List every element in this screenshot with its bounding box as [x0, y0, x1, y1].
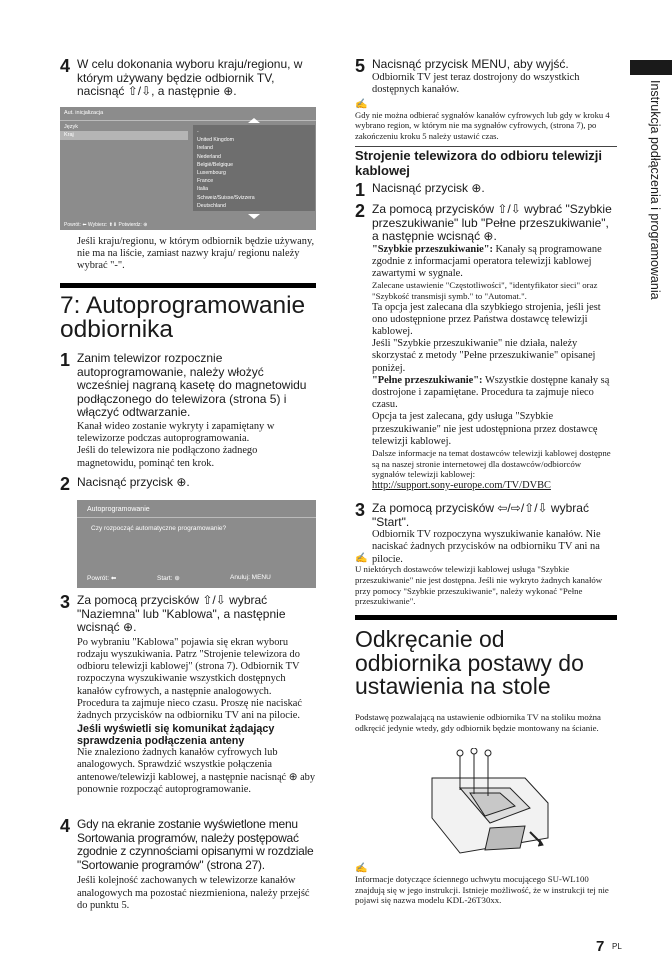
note-cable	[355, 554, 617, 607]
country-option[interactable]: United Kingdom	[197, 137, 234, 144]
step-body: Jeśli do telewizora nie podłączono żadnego magnetowidu, pominąć ten krok.	[77, 445, 258, 469]
screen-question: Czy rozpocząć automatyczne programowanie?	[91, 525, 227, 532]
country-option[interactable]: Schweiz/Suisse/Svizzera	[197, 194, 255, 201]
note-icon: ✍	[355, 863, 368, 874]
screen-footer: Powrót: ⬅ Wybierz: ⬆⬇ Potwierdz: ⊕	[64, 222, 148, 228]
scroll-down-icon[interactable]	[248, 214, 260, 219]
country-option[interactable]: Luxembourg	[197, 170, 226, 177]
back-hint[interactable]: Powrót: ⬅	[87, 575, 117, 582]
step-lead: Za pomocą przycisków ⇧/⇩ wybrać "Naziemna" lub "Kablowa", a następnie wcisnąć ⊕.	[77, 593, 286, 635]
step-number: 2	[355, 201, 366, 221]
cable-step-2	[355, 203, 617, 492]
scroll-up-icon[interactable]	[248, 118, 260, 123]
quick-scan-text: Kanały są programowane zgodnie z informacjami operatora telewizji kablowej zawartymi w sygnale.	[372, 243, 602, 280]
country-option[interactable]: Italia	[197, 186, 208, 193]
country-option[interactable]: Nederland	[197, 153, 221, 160]
step-body: Jeśli kolejność zachowanych w telewizorze kanałów analogowych ma pozostać niezmieniona, należy przejść do punktu 5.	[77, 875, 310, 911]
quick-scan-recommendation: Zalecane ustawienie "Częstotliwości", "identyfikator sieci" oraz "Szybkość transmisji symb." to "Automat.".	[372, 280, 598, 301]
country-option[interactable]: France	[197, 178, 214, 185]
step-lead: Nacisnąć przycisk ⊕.	[372, 181, 485, 195]
step-lead: Nacisnąć przycisk ⊕.	[77, 475, 190, 489]
step-2-press	[60, 474, 316, 494]
country-option[interactable]: -	[197, 129, 199, 135]
note-text: Informacje dotyczące ściennego uchwytu mocującego SU-WL100 znajdują się w jego instrukcji. Istnieje możliwość, że w instrukcji tej nie pojawi się nazwa modelu KDL-26T30xx.	[355, 874, 609, 906]
screen-title: Autoprogramowanie	[87, 506, 150, 513]
note-icon: ✍	[355, 553, 368, 564]
country-option[interactable]: Deutschland	[197, 202, 226, 209]
step-number: 5	[355, 56, 366, 76]
stand-section-title: Odkręcanie od odbiornika postawy do ustawienia na stole	[355, 626, 584, 699]
step-4-country	[60, 58, 316, 99]
screen-title: Aut. inicjalizacja	[64, 110, 104, 116]
full-scan-text: Wszystkie dostępne kanały są dostrojone i zapamiętane. Procedura ta zajmuje nieco czasu.	[372, 374, 610, 411]
step-body: Odbiornik TV jest teraz dostrojony do wszystkich dostępnych kanałów.	[372, 71, 580, 95]
step-lead: Zanim telewizor rozpocznie autoprogramowanie, należy włożyć wcześniej nagraną kasetę do magnetowidu podłączonego do telewizora (strona 5) i włączyć odtwarzanie.	[77, 351, 307, 420]
section-tab-marker	[630, 60, 672, 75]
full-scan-label: "Pełne przeszukiwanie":	[372, 374, 483, 386]
note-icon: ✍	[355, 99, 368, 110]
cable-step-1	[355, 180, 617, 200]
step-number: 4	[60, 816, 71, 836]
step-number: 1	[60, 350, 71, 370]
country-option[interactable]: Ireland	[197, 145, 213, 152]
step-body: Kanał wideo zostanie wykryty i zapamiętany w telewizorze podczas autoprogramowania.	[77, 420, 275, 445]
step-number: 4	[60, 56, 71, 76]
stand-removal-illustration	[430, 748, 550, 858]
step-lead: Za pomocą przycisków ⇦/⇨/⇧/⇩ wybrać "Start".	[372, 501, 589, 529]
page-number: 7	[596, 938, 605, 954]
step-3-select	[60, 594, 316, 796]
note-timer	[355, 100, 617, 141]
step-body: Po wybraniu "Kablowa" pojawia się ekran wyboru rodzaju wyszukiwania. Patrz "Strojenie telewizora do odbioru telewizji kablowej" (strona 7). Odbiornik TV rozpoczyna wyszukiwanie wszystkich dostępnych kanałów cyfrowych, a następnie analogowych. Procedura ta zajmuje nieco czasu. Proszę nie naciskać żadnych przycisków na odbiorniku TV ani na pilocie.	[77, 636, 303, 721]
autoprogram-screen	[77, 500, 316, 588]
note-wall-mount	[355, 864, 617, 906]
step-body: Jeśli "Szybkie przeszukiwanie" nie działa, należy skorzystać z metody "Pełne przeszukiwanie" opisanej poniżej.	[372, 338, 596, 374]
step-number: 3	[355, 500, 366, 520]
step-lead: Za pomocą przycisków ⇧/⇩ wybrać "Szybkie przeszukiwanie" lub "Pełne przeszukiwanie", a następnie wcisnąć ⊕.	[372, 202, 612, 244]
step-lead: W celu dokonania wyboru kraju/regionu, w którym używany będzie odbiornik TV, nacisnąć ⇧/⇩, a następnie ⊕.	[77, 57, 303, 99]
support-link[interactable]: http://support.sony-europe.com/TV/DVBC	[372, 479, 551, 491]
step-subhead: Jeśli wyświetli się komunikat żądający sprawdzenia podłączenia anteny	[77, 723, 275, 748]
country-note: Jeśli kraju/regionu, w którym odbiornik będzie używany, nie ma na liście, zamiast nazwy kraju/ regionu należy wybrać "-".	[77, 236, 315, 272]
cable-info-text: Dalsze informacje na temat dostawców telewizji kablowej dostępne są na naszej stronie internetowej dla dostawców/odbiorców sygnałów telewizji kablowej:	[372, 448, 611, 480]
quick-scan-label: "Szybkie przeszukiwanie":	[372, 243, 493, 255]
step-number: 2	[60, 474, 71, 494]
stand-section-body: Podstawę pozwalającą na ustawienie odbiornika TV na stoliku można odkręcić jedynie wtedy, gdy odbiornik będzie montowany na ścianie.	[355, 712, 601, 733]
step-number: 1	[355, 180, 366, 200]
step-number: 3	[60, 592, 71, 612]
step-5-exit	[355, 58, 617, 96]
step-body: Opcja ta jest zalecana, gdy usługa "Szybkie przeszukiwanie" nie jest udostępniona przez dostawcę telewizji kablowej.	[372, 411, 598, 447]
note-text: U niektórych dostawców telewizji kablowej usługa "Szybkie przeszukiwanie" nie jest dostępna. Jeśli nie wykryto żadnych kanałów przy pomocy "Szybkie przeszukiwanie", należy wykonać "Pełne przeszukiwanie".	[355, 564, 603, 607]
step-body: Ta opcja jest zalecana dla szybkiego strojenia, jeśli jest ono udostępnione przez Państwa dostawcę telewizji kablowej.	[372, 301, 601, 337]
country-list[interactable]	[193, 125, 315, 211]
section-rule	[355, 615, 617, 620]
note-text: Gdy nie można odbierać sygnałów kanałów cyfrowych lub gdy w kroku 4 wybrano region, w którym nie ma sygnałów cyfrowych, (strona 7), po zakończeniu kroku 5 należy ustawić czas.	[355, 110, 610, 141]
page-language: PL	[612, 942, 622, 951]
start-hint[interactable]: Start: ⊕	[157, 575, 180, 582]
step-lead: Nacisnąć przycisk MENU, aby wyjść.	[372, 57, 569, 71]
section-rule	[60, 283, 316, 288]
cable-section-title: Strojenie telewizora do odbioru telewizji kablowej	[355, 148, 603, 178]
language-label: Język	[64, 124, 79, 130]
country-option[interactable]: België/Belgique	[197, 161, 234, 168]
country-select-screen	[60, 107, 316, 230]
section-title: 7: Autoprogramowanie odbiornika	[60, 292, 306, 343]
step-lead: Gdy na ekranie zostanie wyświetlone menu Sortowania programów, należy postępować zgodnie z czynnościami opisanymi w rozdziale "Sortowanie programów" (strona 27).	[77, 817, 314, 872]
step-body: Odbiornik TV rozpoczyna wyszukiwanie kanałów. Nie naciskać żadnych przycisków na odbiorniku TV ani na pilocie.	[372, 529, 601, 565]
side-title: Instrukcja podłączenia i programowania	[648, 80, 662, 300]
step-body: Nie znaleziono żadnych kanałów cyfrowych lub analogowych. Sprawdzić wszystkie połączenia antenowe/telewizji kablowej, a następnie nacisnąć ⊕ aby ponownie rozpocząć autoprogramowanie.	[77, 747, 316, 795]
country-label: Kraj	[64, 132, 74, 138]
step-4-sort	[60, 818, 316, 912]
step-1-vcr	[60, 352, 316, 470]
cancel-hint[interactable]: Anuluj: MENU	[230, 574, 271, 581]
